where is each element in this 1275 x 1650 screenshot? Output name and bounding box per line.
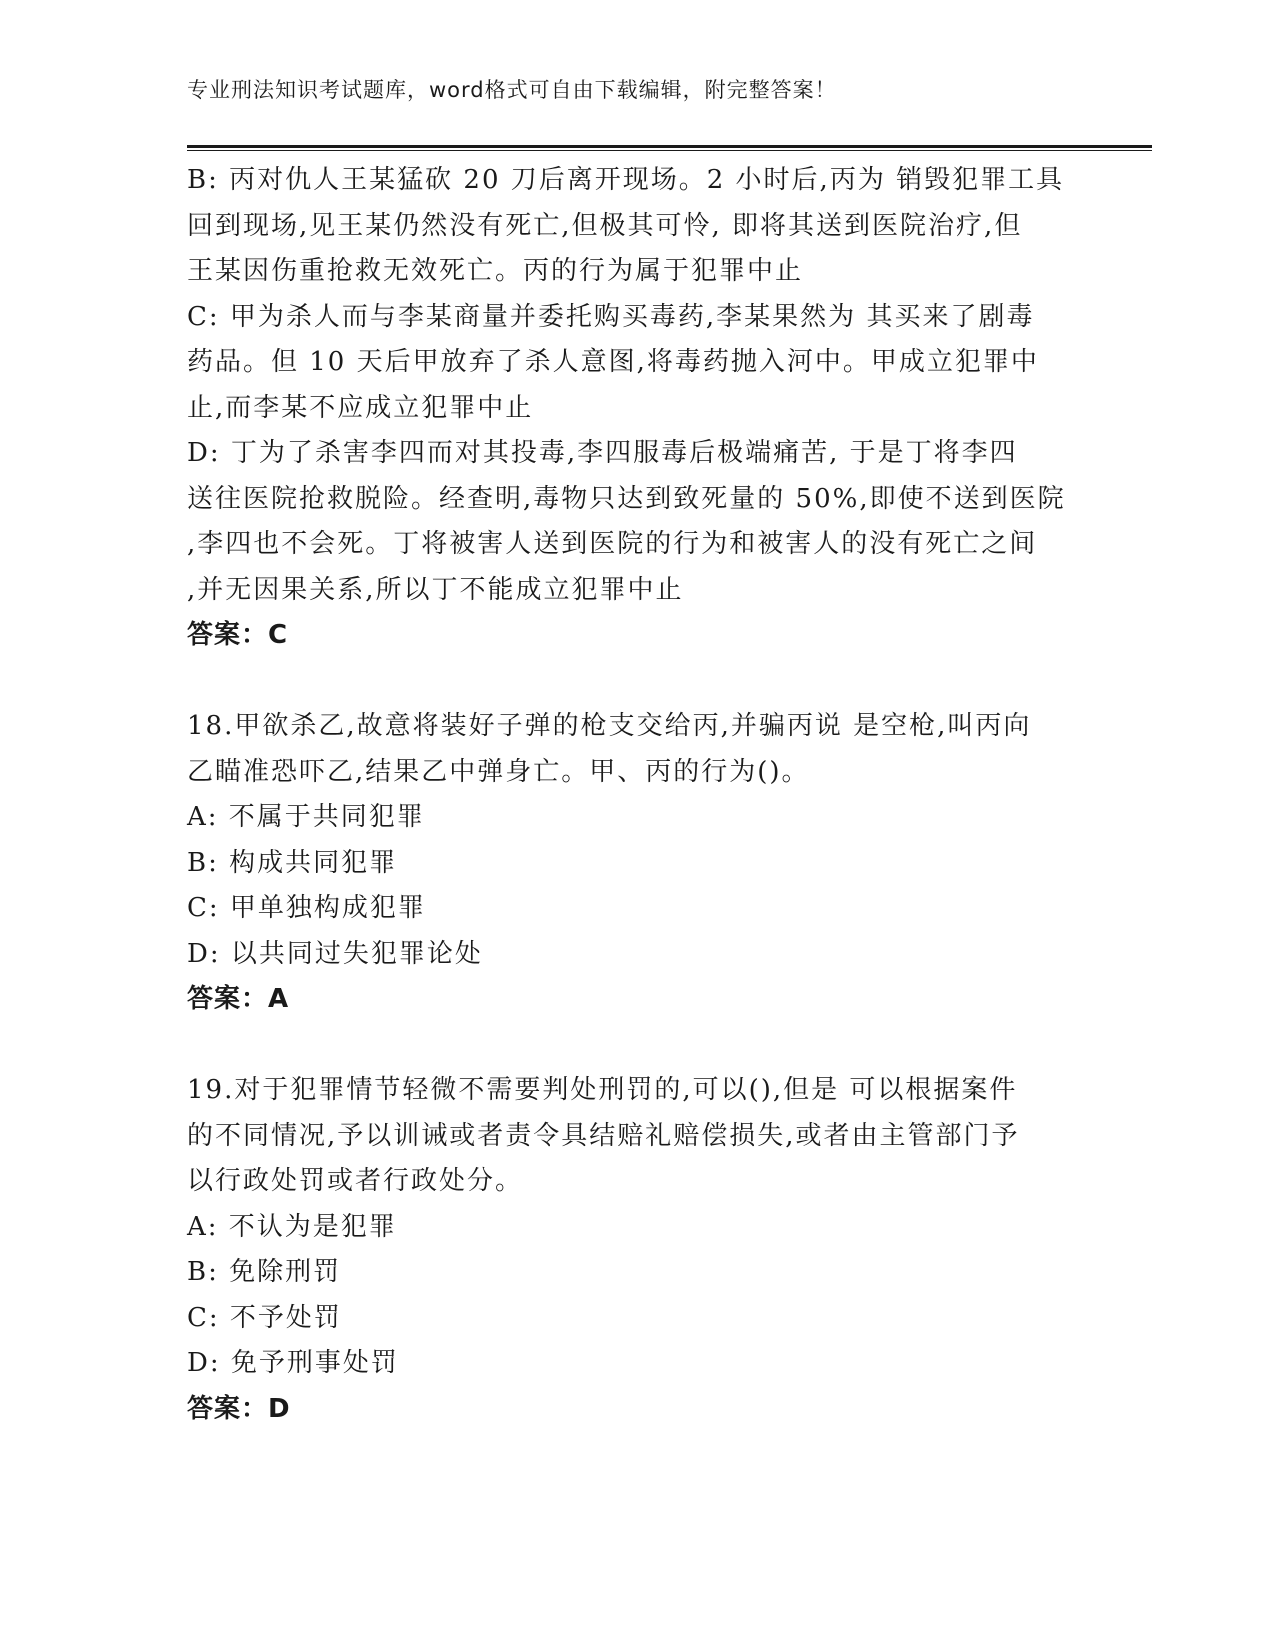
question-19-answer: 答案：D [187, 1393, 291, 1424]
text-line: D: 丁为了杀害李四而对其投毒,李四服毒后极端痛苦, 于是丁将李四 [187, 438, 1018, 468]
option-b: B: 构成共同犯罪 [187, 847, 398, 878]
text-line: B: 丙对仇人王某猛砍 20 刀后离开现场。2 小时后,丙为 销毁犯罪工具 [187, 165, 1065, 195]
option-d: D: 免予刑事处罚 [187, 1348, 399, 1378]
text-line: 药品。但 10 天后甲放弃了杀人意图,将毒药抛入河中。甲成立犯罪中 [187, 347, 1039, 377]
header-rule-thin [187, 150, 1152, 151]
option-c: C: 不予处罚 [187, 1302, 342, 1333]
text-line: 送往医院抢救脱险。经查明,毒物只达到致死量的 50%,即使不送到医院 [187, 483, 1066, 514]
spacer [187, 1023, 1087, 1069]
text-line: 王某因伤重抢救无效死亡。丙的行为属于犯罪中止 [187, 256, 804, 286]
document-body [187, 158, 1087, 1432]
option-a: A: 不属于共同犯罪 [187, 802, 425, 832]
question-18 [187, 704, 1087, 1023]
text-line: ,并无因果关系,所以丁不能成立犯罪中止 [187, 574, 684, 605]
header-rule-thick [187, 145, 1152, 148]
text-line: 回到现场,见王某仍然没有死亡,但极其可怜, 即将其送到医院治疗,但 [187, 210, 1023, 241]
option-b: B: 免除刑罚 [187, 1257, 342, 1287]
prev-question-option-c [187, 295, 1087, 432]
text-line: C: 甲为杀人而与李某商量并委托购买毒药,李某果然为 其买来了剧毒 [187, 301, 1035, 332]
option-a: A: 不认为是犯罪 [187, 1211, 397, 1242]
question-stem-line: 乙瞄准恐吓乙,结果乙中弹身亡。甲、丙的行为()。 [187, 756, 810, 787]
page-header: 专业刑法知识考试题库，word格式可自由下载编辑，附完整答案！ [187, 78, 837, 102]
question-stem-line: 18.甲欲杀乙,故意将装好子弹的枪支交给丙,并骗丙说 是空枪,叫丙向 [187, 711, 1032, 741]
question-stem-line: 19.对于犯罪情节轻微不需要判处刑罚的,可以(),但是 可以根据案件 [187, 1075, 1018, 1105]
prev-question-option-d [187, 431, 1087, 613]
text-line: ,李四也不会死。丁将被害人送到医院的行为和被害人的没有死亡之间 [187, 529, 1038, 559]
question-18-answer: 答案：A [187, 984, 290, 1014]
question-19 [187, 1068, 1087, 1432]
option-d: D: 以共同过失犯罪论处 [187, 938, 483, 969]
question-stem-line: 的不同情况,予以训诫或者责令具结赔礼赔偿损失,或者由主管部门予 [187, 1120, 1020, 1151]
prev-question-option-b [187, 158, 1087, 295]
prev-question-answer: 答案：C [187, 620, 289, 650]
text-line: 止,而李某不应成立犯罪中止 [187, 392, 534, 423]
spacer [187, 659, 1087, 705]
option-c: C: 甲单独构成犯罪 [187, 893, 426, 923]
question-stem-line: 以行政处罚或者行政处分。 [187, 1166, 524, 1196]
